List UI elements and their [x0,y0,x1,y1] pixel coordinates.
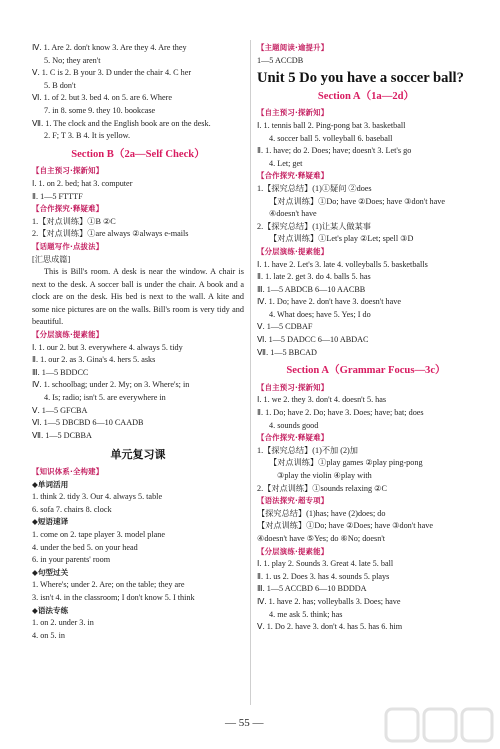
answer-line: ④doesn't have [269,209,317,219]
answer-line: Ⅴ. 1—5 GFCBA [32,405,88,415]
answer-line: 【对点训练】①Do; have ②Does; have ③don't have [257,521,434,531]
answer-line: Ⅴ. 1. C is 2. B your 3. D under the chair 4. C her [32,68,192,78]
answer-line: 1.【探究总结】(1)①疑问 ②does [257,183,372,193]
answer-line: Ⅳ. 1. Are 2. don't know 3. Are they 4. Are they [32,43,187,52]
answer-line: 4. What does; have 5. Yes; I do [269,309,371,319]
section-a1-answers [257,107,475,359]
answer-line: Ⅳ. 1. Do; have 2. don't have 3. doesn't have [257,297,401,307]
answer-line: Ⅲ. 1—5 BDDCC [32,367,89,377]
section-tag-label: 【自主预习·探新知】 [257,382,329,392]
unit-title: Unit 5 Do you have a soccer ball? [257,70,464,87]
answer-line: Ⅴ. 1—5 CDBAF [257,322,313,332]
answer-line: 4. me ask 5. think; has [269,609,343,619]
left-answers-top [32,42,244,143]
answer-line: Ⅱ. 1. have; do 2. Does; have; doesn't 3. Let's go [257,146,412,156]
answer-line: 4. soccer ball 5. volleyball 6. baseball [269,133,393,143]
answer-line: 2. F; T 3. B 4. It is yellow. [44,131,131,141]
section-tag-label: 【自主预习·探新知】 [257,108,329,118]
section-tag-label: 【分层演练·提素能】 [257,546,329,556]
section-b-practice [32,329,244,442]
subheading [32,516,244,529]
answer-line: 【对点训练】①Let's play ②Let; spell ③D [269,234,414,244]
answer-line: 【探究总结】(1)has; have (2)does; do [257,508,386,518]
answer-line: 1. think 2. tidy 3. Our 4. always 5. table [32,492,163,502]
answer-line: 1.【对点训练】①B ②C [32,216,116,226]
answer-line: Ⅶ. 1—5 BBCAD [257,347,317,357]
subheading-label: ◆短语速译 [32,517,69,527]
answer-line: 4. on 5. in [32,630,65,640]
section-tag [32,203,244,216]
answer-line: 【对点训练】①Do; have ②Does; have ③don't have [269,196,446,206]
section-tag [257,546,475,559]
subheading [32,567,244,580]
subheading [32,605,244,618]
answer-line: 1. Where's; under 2. Are; on the table; they are [32,580,185,590]
section-tag [257,42,475,55]
answer-line: 【对点训练】①play games ②play ping-pong [269,458,423,468]
section-tag [32,165,244,178]
answer-line: Ⅵ. 1—5 DBCBD 6—10 CAADB [32,418,144,428]
answer-line: Ⅳ. 1. schoolbag; under 2. My; on 3. Where's; in [32,380,190,390]
section-tag [257,432,475,445]
answer-line: Ⅰ. 1. have 2. Let's 3. late 4. volleyballs 5. basketballs [257,259,428,269]
answer-line: ③play the violin ④play with [277,471,372,480]
subheading [32,479,244,492]
answer-line: Ⅶ. 1—5 DCBBA [32,430,92,440]
answer-line: Ⅵ. 1—5 DADCC 6—10 ABDAC [257,335,369,345]
subheading-label: ◆单词活用 [32,479,69,489]
section-b-answers [32,165,244,266]
page-number: — 55 — [225,717,264,729]
section-tag [32,329,244,342]
section-tag-label: 【语法探究·超专项】 [257,496,329,506]
section-a2-answers [257,382,475,634]
section-tag-label: 【合作探究·释疑难】 [257,433,329,443]
answer-line: 2.【对点训练】①are always ②always e-mails [32,229,189,239]
right-column [257,42,475,634]
section-tag [32,241,244,254]
answer-line: Ⅲ. 1—5 ABDCB 6—10 AACBB [257,284,366,294]
answer-line: Ⅳ. 1. have 2. has; volleyballs 3. Does; have [257,596,401,606]
left-column [32,42,244,642]
section-b-title: Section B（2a—Self Check） [71,148,205,160]
section-tag [32,466,244,479]
section-tag-label: 【合作探究·释疑难】 [32,204,104,214]
answer-line: Ⅰ. 1. tennis ball 2. Ping-pong bat 3. basketball [257,120,406,130]
section-tag-label: 【自主预习·探新知】 [32,166,104,176]
section-tag-label: 【分层演练·提素能】 [32,330,104,340]
answer-line: Ⅰ. 1. on 2. bed; hat 3. computer [32,178,133,188]
answer-line: 5. No; they aren't [44,55,101,65]
answer-line: ④doesn't have ⑤Yes; do ⑥No; doesn't [257,533,386,543]
answer-line: Ⅱ. 1. Do; have 2. Do; have 3. Does; have; bat; does [257,408,424,418]
section-tag-label: 【话题写作·点拔法】 [32,241,104,251]
answer-line: Ⅱ. 1. late 2. get 3. do 4. balls 5. has [257,272,371,282]
answer-line: 1. on 2. under 3. in [32,618,94,628]
section-tag-label: 【知识体系·全构建】 [32,467,104,476]
model-paragraph: This is Bill's room. A desk is near the window. A chair is next to the desk. A soccer ball is under the chair. A book and a clock are on the desk. His bed is next to the wall. A kite and some nice pictures are on the walls. Bill's room is very tidy and beautiful. [32,267,244,327]
section-tag [257,246,475,259]
answer-line: Ⅴ. 1. Do 2. have 3. don't 4. has 5. has 6. him [257,622,403,632]
answer-line: 4. Is; radio; isn't 5. are everywhere in [44,393,166,403]
answer-line: 2.【探究总结】(1)让某人做某事 [257,221,371,231]
answer-line: 5. B don't [44,80,76,90]
section-tag [257,382,475,395]
answer-line: Ⅰ. 1. our 2. but 3. everywhere 4. always 5. tidy [32,342,183,352]
answer-line: 3. isn't 4. in the classroom; I don't know 5. I think [32,592,195,602]
section-tag-label: 【合作探究·释疑难】 [257,171,329,181]
answer-line: Ⅵ. 1. of 2. but 3. bed 4. on 5. are 6. Where [32,93,172,103]
watermark-logo-icon [384,705,494,745]
answer-line: 6. in your parents' room [32,555,111,565]
answer-line: Ⅱ. 1—5 FTTTF [32,191,83,201]
answer-line: Ⅰ. 1. we 2. they 3. don't 4. doesn't 5. has [257,395,387,405]
reading-answers [257,42,475,67]
answer-line: 1. come on 2. tape player 3. model plane [32,529,166,539]
section-a1-title: Section A（1a—2d） [317,90,415,102]
answer-line: 4. sounds good [269,420,319,430]
section-tag [257,170,475,183]
section-a2-title: Section A（Grammar Focus—3c） [286,365,446,377]
answer-line: Ⅰ. 1. play 2. Sounds 3. Great 4. late 5. ball [257,559,394,569]
answer-line: Ⅱ. 1. us 2. Does 3. has 4. sounds 5. plays [257,571,390,581]
answer-line: 4. under the bed 5. on your head [32,542,138,552]
answer-line: Ⅲ. 1—5 ACCBD 6—10 BDDDA [257,584,367,594]
answer-line: 6. sofa 7. chairs 8. clock [32,504,112,514]
section-tag [257,495,475,508]
answer-line: 1—5 ACCDB [257,55,304,65]
answer-line: Ⅱ. 1. our 2. as 3. Gina's 4. hers 5. asks [32,355,156,365]
subheading-label: ◆句型过关 [32,567,69,577]
answer-line: Ⅶ. 1. The clock and the English book are on the desk. [32,118,211,128]
section-tag-label: 【分层演练·提素能】 [257,246,329,256]
section-tag-label: 【主题阅读·逾提升】 [257,43,329,52]
answer-line: 2.【对点训练】①sounds relaxing ②C [257,483,387,493]
answer-line: 4. Let; get [269,158,303,168]
answer-line: 7. in 8. some 9. they 10. bookcase [44,105,156,115]
answer-line: 1.【探究总结】(1)不加 (2)加 [257,445,358,455]
review-title: 单元复习课 [110,448,166,462]
subheading-label: ◆语法专练 [32,605,69,615]
column-divider [250,40,251,705]
answer-line: [汇思成篇] [32,254,71,264]
review-answers [32,466,244,642]
section-tag [257,107,475,120]
